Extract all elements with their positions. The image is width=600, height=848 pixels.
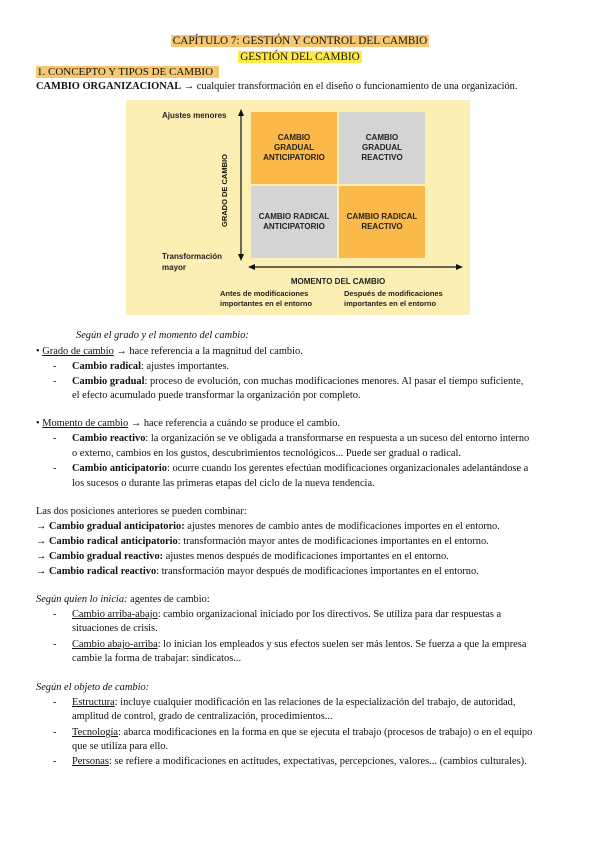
y-axis-arrow-down (238, 254, 244, 261)
change-matrix-diagram (126, 100, 470, 315)
cell-radical-anticipatorio: CAMBIO RADICAL ANTICIPATORIO (251, 186, 337, 258)
y-bottom-label: Transformación mayor (162, 252, 223, 272)
x-axis-arrow-left (248, 264, 255, 270)
section-title: 1. CONCEPTO Y TIPOS DE CAMBIO (36, 66, 219, 78)
list-item: Tecnología: abarca modificaciones en la forma en que se ejecuta el trabajo (procesos de trabajo) o en el equipo (72, 727, 533, 738)
list-item-continuation: o externo, cambios en los gustos, descubrimientos tecnológicos... Puede ser gradual o radical. (72, 448, 461, 459)
list-item: Cambio radical: ajustes importantes. (72, 361, 230, 372)
page-subtitle: GESTIÓN DEL CAMBIO (240, 51, 360, 63)
momento-heading: • Momento de cambio → hace referencia a cuándo se produce el cambio. (36, 418, 341, 429)
combination-item: → Cambio radical reactivo: transformación mayor después de modificaciones importantes en el entorno. (36, 566, 479, 577)
list-item: Estructura: incluye cualquier modificación en las relaciones de la especialización del trabajo, de autoridad, (72, 697, 516, 708)
x-right-label: Después de modificaciones importantes en el entorno (344, 289, 443, 308)
cell-gradual-anticipatorio: CAMBIO GRADUAL ANTICIPATORIO (251, 112, 337, 184)
list-dash: - (53, 433, 57, 444)
list-dash: - (53, 697, 57, 708)
list-dash: - (53, 361, 57, 372)
list-item: Cambio arriba-abajo: cambio organizacional iniciado por los directivos. Se utiliza para dar respuestas a (72, 609, 502, 620)
list-item: Cambio reactivo: la organización se ve obligada a transformarse en respuesta a un suceso del entorno interno (72, 433, 530, 444)
x-axis-label: MOMENTO DEL CAMBIO (290, 277, 386, 286)
list-item: Cambio anticipatorio: ocurre cuando los gerentes efectúan modificaciones organizacionales adelantándose a (72, 463, 529, 474)
list-dash: - (53, 639, 57, 650)
chapter-title: CAPÍTULO 7: GESTIÓN Y CONTROL DEL CAMBIO (172, 35, 428, 47)
diagram-caption: Según el grado y el momento del cambio: (76, 330, 249, 341)
list-item-continuation: cambie la forma de trabajar: sindicatos... (72, 653, 242, 664)
list-dash: - (53, 609, 57, 620)
list-item-continuation: amplitud de control, grado de centralización, procedimientos... (72, 711, 333, 722)
list-item-continuation: situaciones de crisis. (72, 623, 158, 634)
combinations-intro: Las dos posiciones anteriores se pueden combinar: (36, 506, 247, 517)
list-item: Personas: se refiere a modificaciones en actitudes, expectativas, percepciones, valores... (cambios culturales). (72, 756, 527, 767)
combination-item: → Cambio gradual anticipatorio: ajustes menores de cambio antes de modificaciones importes en el entorno. (36, 521, 500, 532)
inicia-heading: Según quien lo inicia: agentes de cambio: (36, 594, 210, 605)
list-dash: - (53, 376, 57, 387)
y-axis-label: GRADO DE CAMBIO (220, 154, 229, 227)
cell-gradual-reactivo: CAMBIO GRADUAL REACTIVO (339, 112, 425, 184)
combination-item: → Cambio gradual reactivo: ajustes menos después de modificaciones importantes en el entorno. (36, 551, 449, 562)
list-dash: - (53, 463, 57, 474)
grado-heading: • Grado de cambio → hace referencia a la magnitud del cambio. (36, 346, 303, 357)
list-item: Cambio abajo-arriba: lo inician los empleados y sus efectos suelen ser más lentos. Se fuerza a que la empresa (72, 639, 527, 650)
list-item-continuation: que se utiliza para ello. (72, 741, 169, 752)
objeto-heading: Según el objeto de cambio: (36, 682, 150, 693)
list-item-continuation: los sucesos o durante las primeras etapas del ciclo de la nueva tendencia. (72, 478, 375, 489)
list-dash: - (53, 727, 57, 738)
x-axis-arrow-right (456, 264, 463, 270)
y-top-label: Ajustes menores (162, 111, 227, 120)
cell-radical-reactivo: CAMBIO RADICAL REACTIVO (339, 186, 425, 258)
list-item: Cambio gradual: proceso de evolución, con muchas modificaciones menores. Al pasar el tiempo suficiente, (72, 376, 524, 387)
list-item-continuation: el efecto acumulado puede transformar la organización por completo. (72, 390, 361, 401)
y-axis-arrow-up (238, 109, 244, 116)
definition-line: CAMBIO ORGANIZACIONAL → cualquier transformación en el diseño o funcionamiento de una organización. (36, 81, 518, 92)
x-left-label: Antes de modificaciones importantes en el entorno (220, 289, 313, 308)
list-dash: - (53, 756, 57, 767)
combination-item: → Cambio radical anticipatorio: transformación mayor antes de modificaciones importantes en el entorno. (36, 536, 489, 547)
